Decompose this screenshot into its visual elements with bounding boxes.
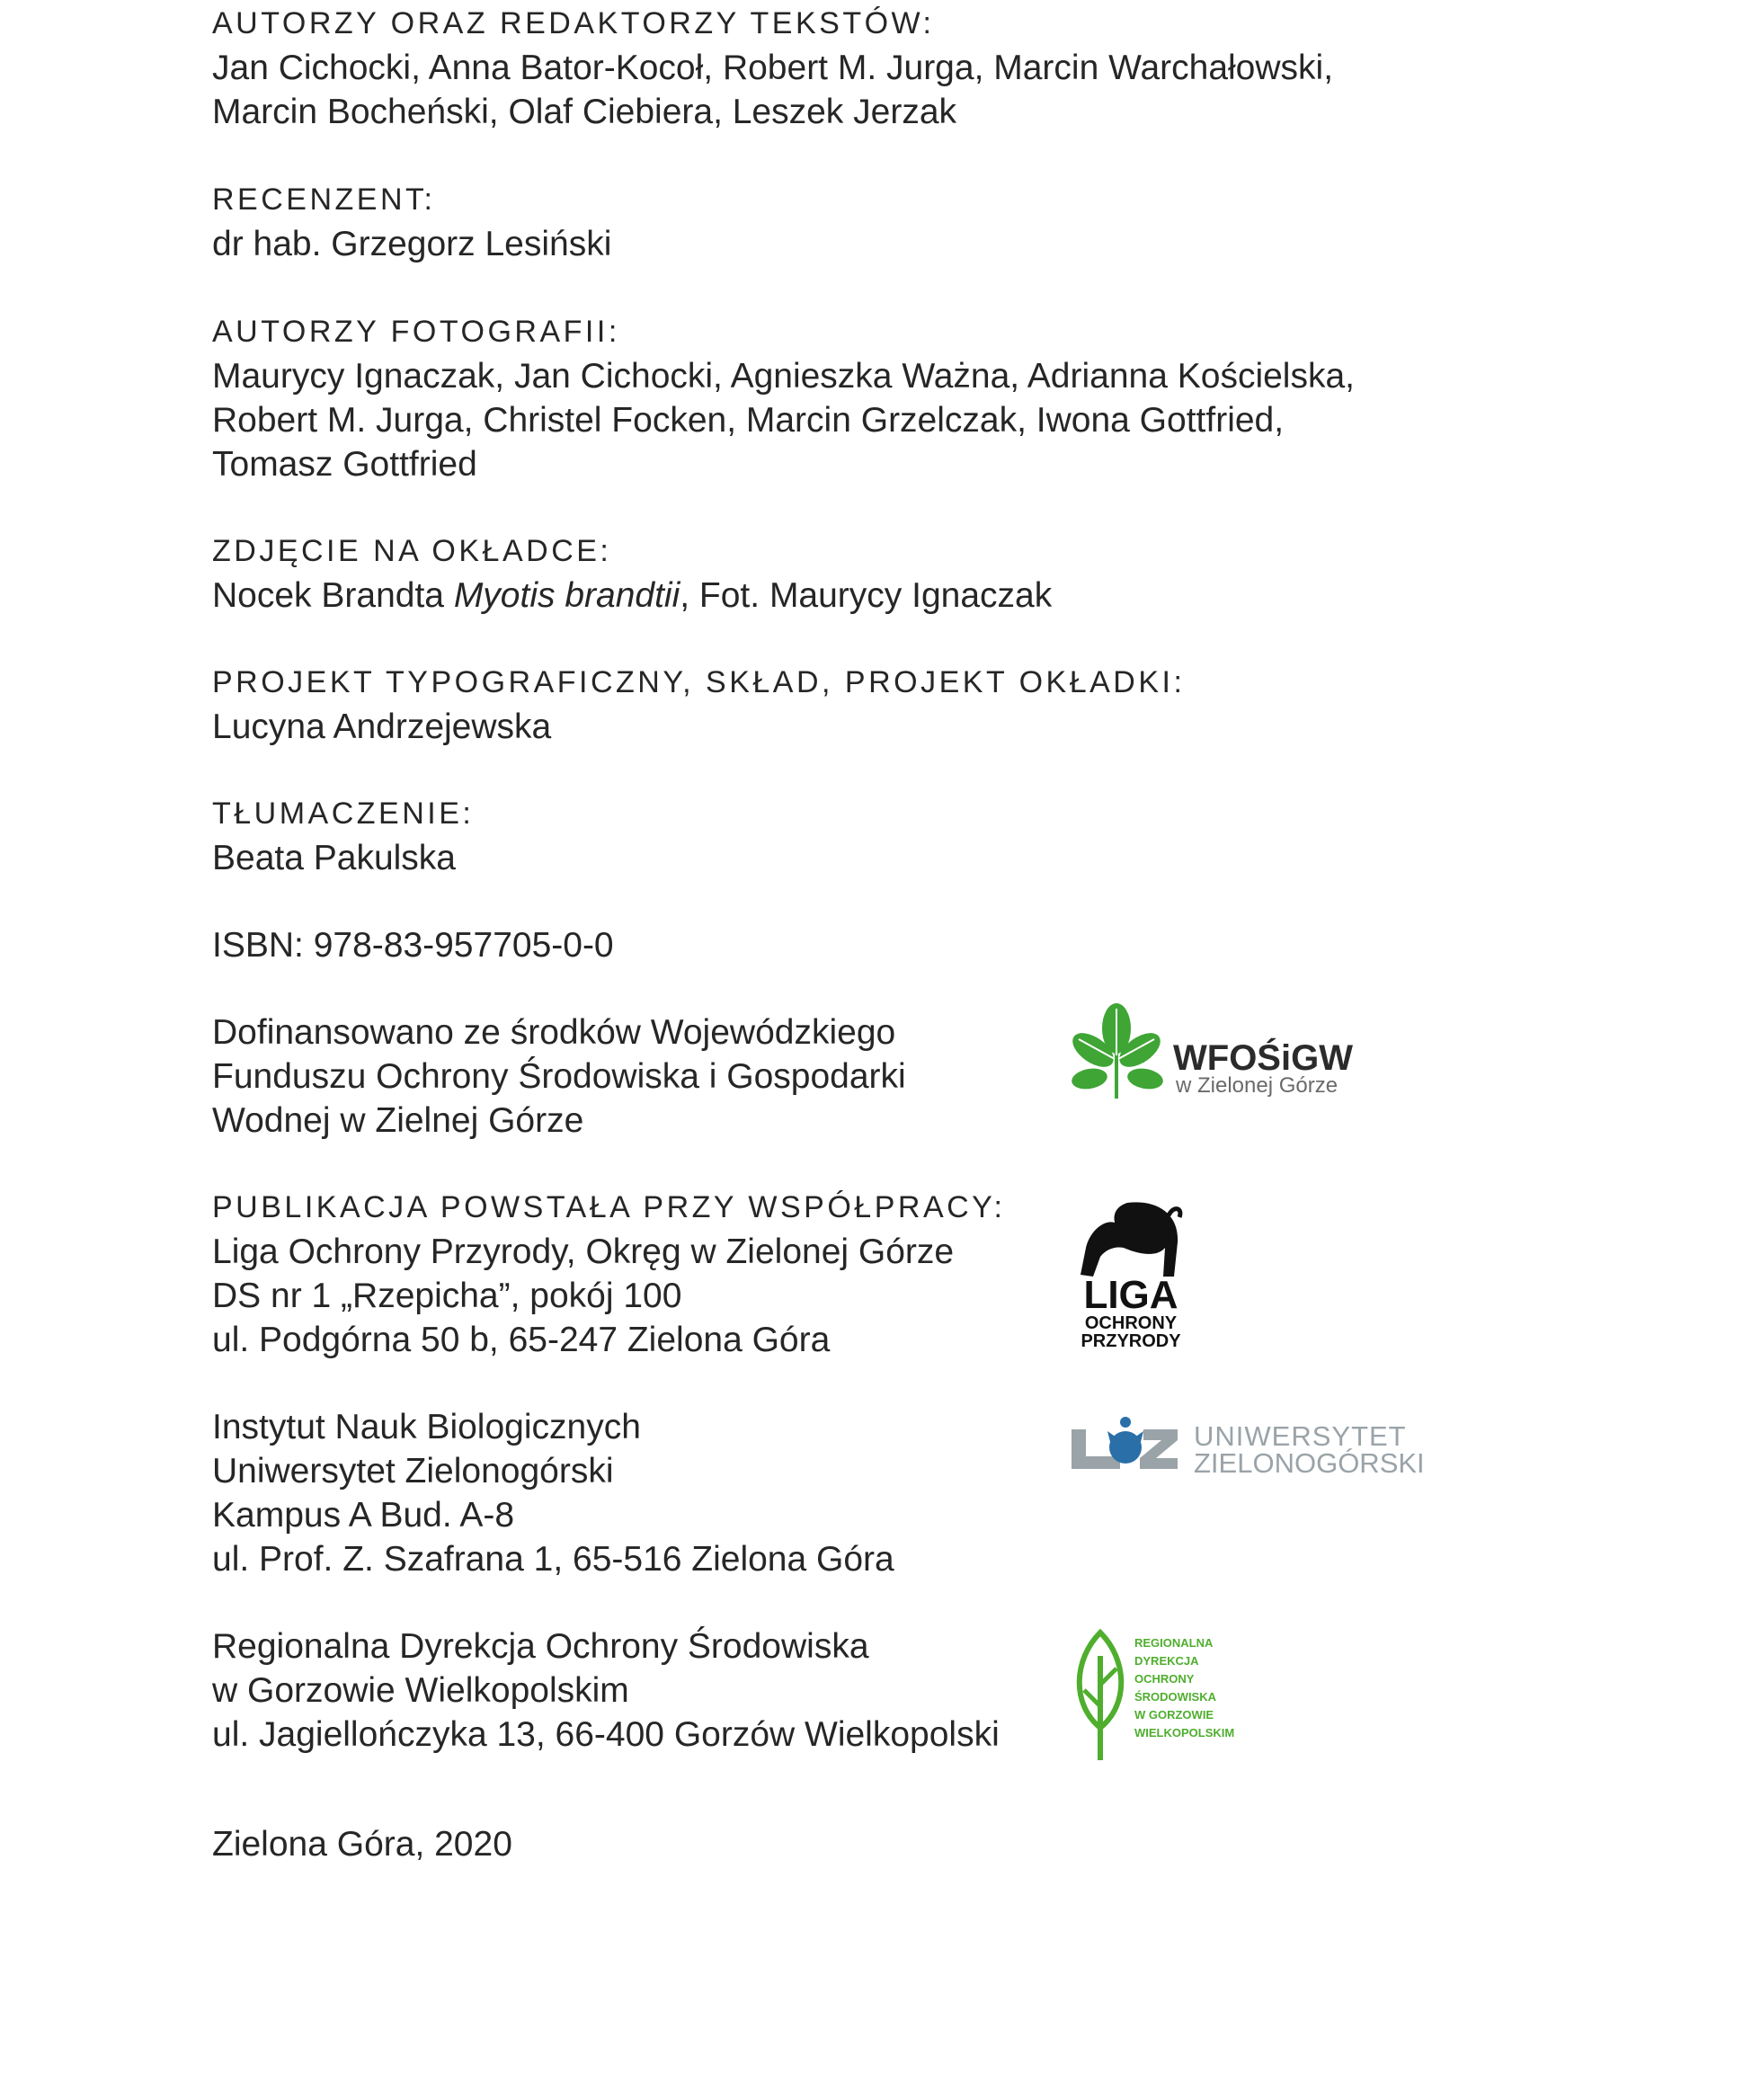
rdos-line: w Gorzowie Wielkopolskim (212, 1671, 629, 1710)
bison-icon (1073, 1196, 1190, 1348)
uz-line1: UNIWERSYTET (1194, 1420, 1407, 1452)
isbn: ISBN: 978-83-957705-0-0 (212, 926, 614, 965)
isbn-section (212, 923, 1471, 967)
cooperation-heading: PUBLIKACJA POWSTAŁA PRZY WSPÓŁPRACY: (212, 1190, 1006, 1224)
rdos-leaf-icon (1068, 1629, 1239, 1764)
cooperation-section (212, 1186, 1471, 1362)
rdos-logo-line: REGIONALNA (1134, 1636, 1214, 1650)
cover-photo-heading: ZDJĘCIE NA OKŁADCE: (212, 534, 612, 568)
photographers-line: Robert M. Jurga, Christel Focken, Marcin Grzelczak, Iwona Gottfried, (212, 401, 1285, 440)
cover-photo-section (212, 529, 1471, 618)
photographers-line: Tomasz Gottfried (212, 445, 477, 484)
uz-eagle-icon (1068, 1413, 1427, 1485)
liga-line: Liga Ochrony Przyrody, Okręg w Zielonej Górze (212, 1232, 955, 1271)
wfosigw-name: WFOŚiGW (1173, 1038, 1353, 1078)
rdos-logo-line: WIELKOPOLSKIM (1134, 1726, 1235, 1740)
photographers-section (212, 310, 1471, 486)
rdos-line: Regionalna Dyrekcja Ochrony Środowiska (212, 1627, 869, 1666)
rdos-logo (1068, 1629, 1239, 1764)
authors-section (212, 2, 1471, 134)
authors-line: Jan Cichocki, Anna Bator-Kocoł, Robert M. Jurga, Marcin Warchałowski, (212, 49, 1334, 87)
liga-line: ul. Podgórna 50 b, 65-247 Zielona Góra (212, 1321, 831, 1359)
cover-photo-suffix: , Fot. Maurycy Ignaczak (680, 576, 1053, 615)
translation-heading: TŁUMACZENIE: (212, 796, 475, 831)
wfosigw-logo (1068, 1003, 1365, 1104)
rdos-logo-line: OCHRONY (1134, 1672, 1195, 1686)
translation-section (212, 792, 1471, 880)
rdos-logo-line: W GORZOWIE (1134, 1708, 1214, 1722)
cover-photo-credit (212, 574, 1471, 618)
uz-logo (1068, 1413, 1427, 1485)
reviewer-name: dr hab. Grzegorz Lesiński (212, 225, 612, 263)
funding-line: Wodnej w Zielnej Górze (212, 1101, 584, 1140)
cover-photo-prefix: Nocek Brandta (212, 576, 454, 615)
design-heading: PROJEKT TYPOGRAFICZNY, SKŁAD, PROJEKT OKŁADKI: (212, 665, 1186, 699)
translator-name: Beata Pakulska (212, 839, 457, 877)
ochrony-word: OCHRONY (1084, 1313, 1178, 1333)
przyrody-word: PRZYRODY (1081, 1331, 1181, 1348)
funding-line: Funduszu Ochrony Środowiska i Gospodarki (212, 1057, 906, 1096)
designer-name: Lucyna Andrzejewska (212, 707, 552, 746)
funding-line: Dofinansowano ze środków Wojewódzkiego (212, 1013, 896, 1052)
institute-line: Uniwersytet Zielonogórski (212, 1452, 614, 1490)
rdos-section (212, 1624, 1471, 1757)
wfosigw-subtitle: w Zielonej Górze (1176, 1073, 1338, 1098)
uz-line2: ZIELONOGÓRSKI (1194, 1447, 1425, 1479)
reviewer-heading: RECENZENT: (212, 182, 436, 217)
photographers-heading: AUTORZY FOTOGRAFII: (212, 315, 620, 349)
photographers-line: Maurycy Ignaczak, Jan Cichocki, Agnieszka Ważna, Adrianna Kościelska, (212, 357, 1355, 396)
rdos-logo-line: ŚRODOWISKA (1134, 1690, 1216, 1704)
design-section (212, 661, 1471, 749)
cover-photo-species: Myotis brandtii (453, 576, 680, 615)
liga-word: LIGA (1083, 1273, 1178, 1317)
authors-heading: AUTORZY ORAZ REDAKTORZY TEKSTÓW: (212, 6, 935, 40)
liga-line: DS nr 1 „Rzepicha”, pokój 100 (212, 1277, 682, 1315)
institute-line: Instytut Nauk Biologicznych (212, 1408, 641, 1446)
authors-line: Marcin Bocheński, Olaf Ciebiera, Leszek Jerzak (212, 93, 957, 131)
chestnut-leaf-icon (1068, 1003, 1365, 1104)
institute-line: ul. Prof. Z. Szafrana 1, 65-516 Zielona Góra (212, 1540, 894, 1579)
liga-logo (1073, 1196, 1190, 1348)
place-date: Zielona Góra, 2020 (212, 1825, 512, 1864)
institute-line: Kampus A Bud. A-8 (212, 1496, 515, 1535)
rdos-logo-line: DYREKCJA (1134, 1654, 1199, 1668)
place-date-section (212, 1822, 1471, 1866)
reviewer-section (212, 178, 1471, 266)
rdos-line: ul. Jagiellończyka 13, 66-400 Gorzów Wielkopolski (212, 1715, 1000, 1754)
